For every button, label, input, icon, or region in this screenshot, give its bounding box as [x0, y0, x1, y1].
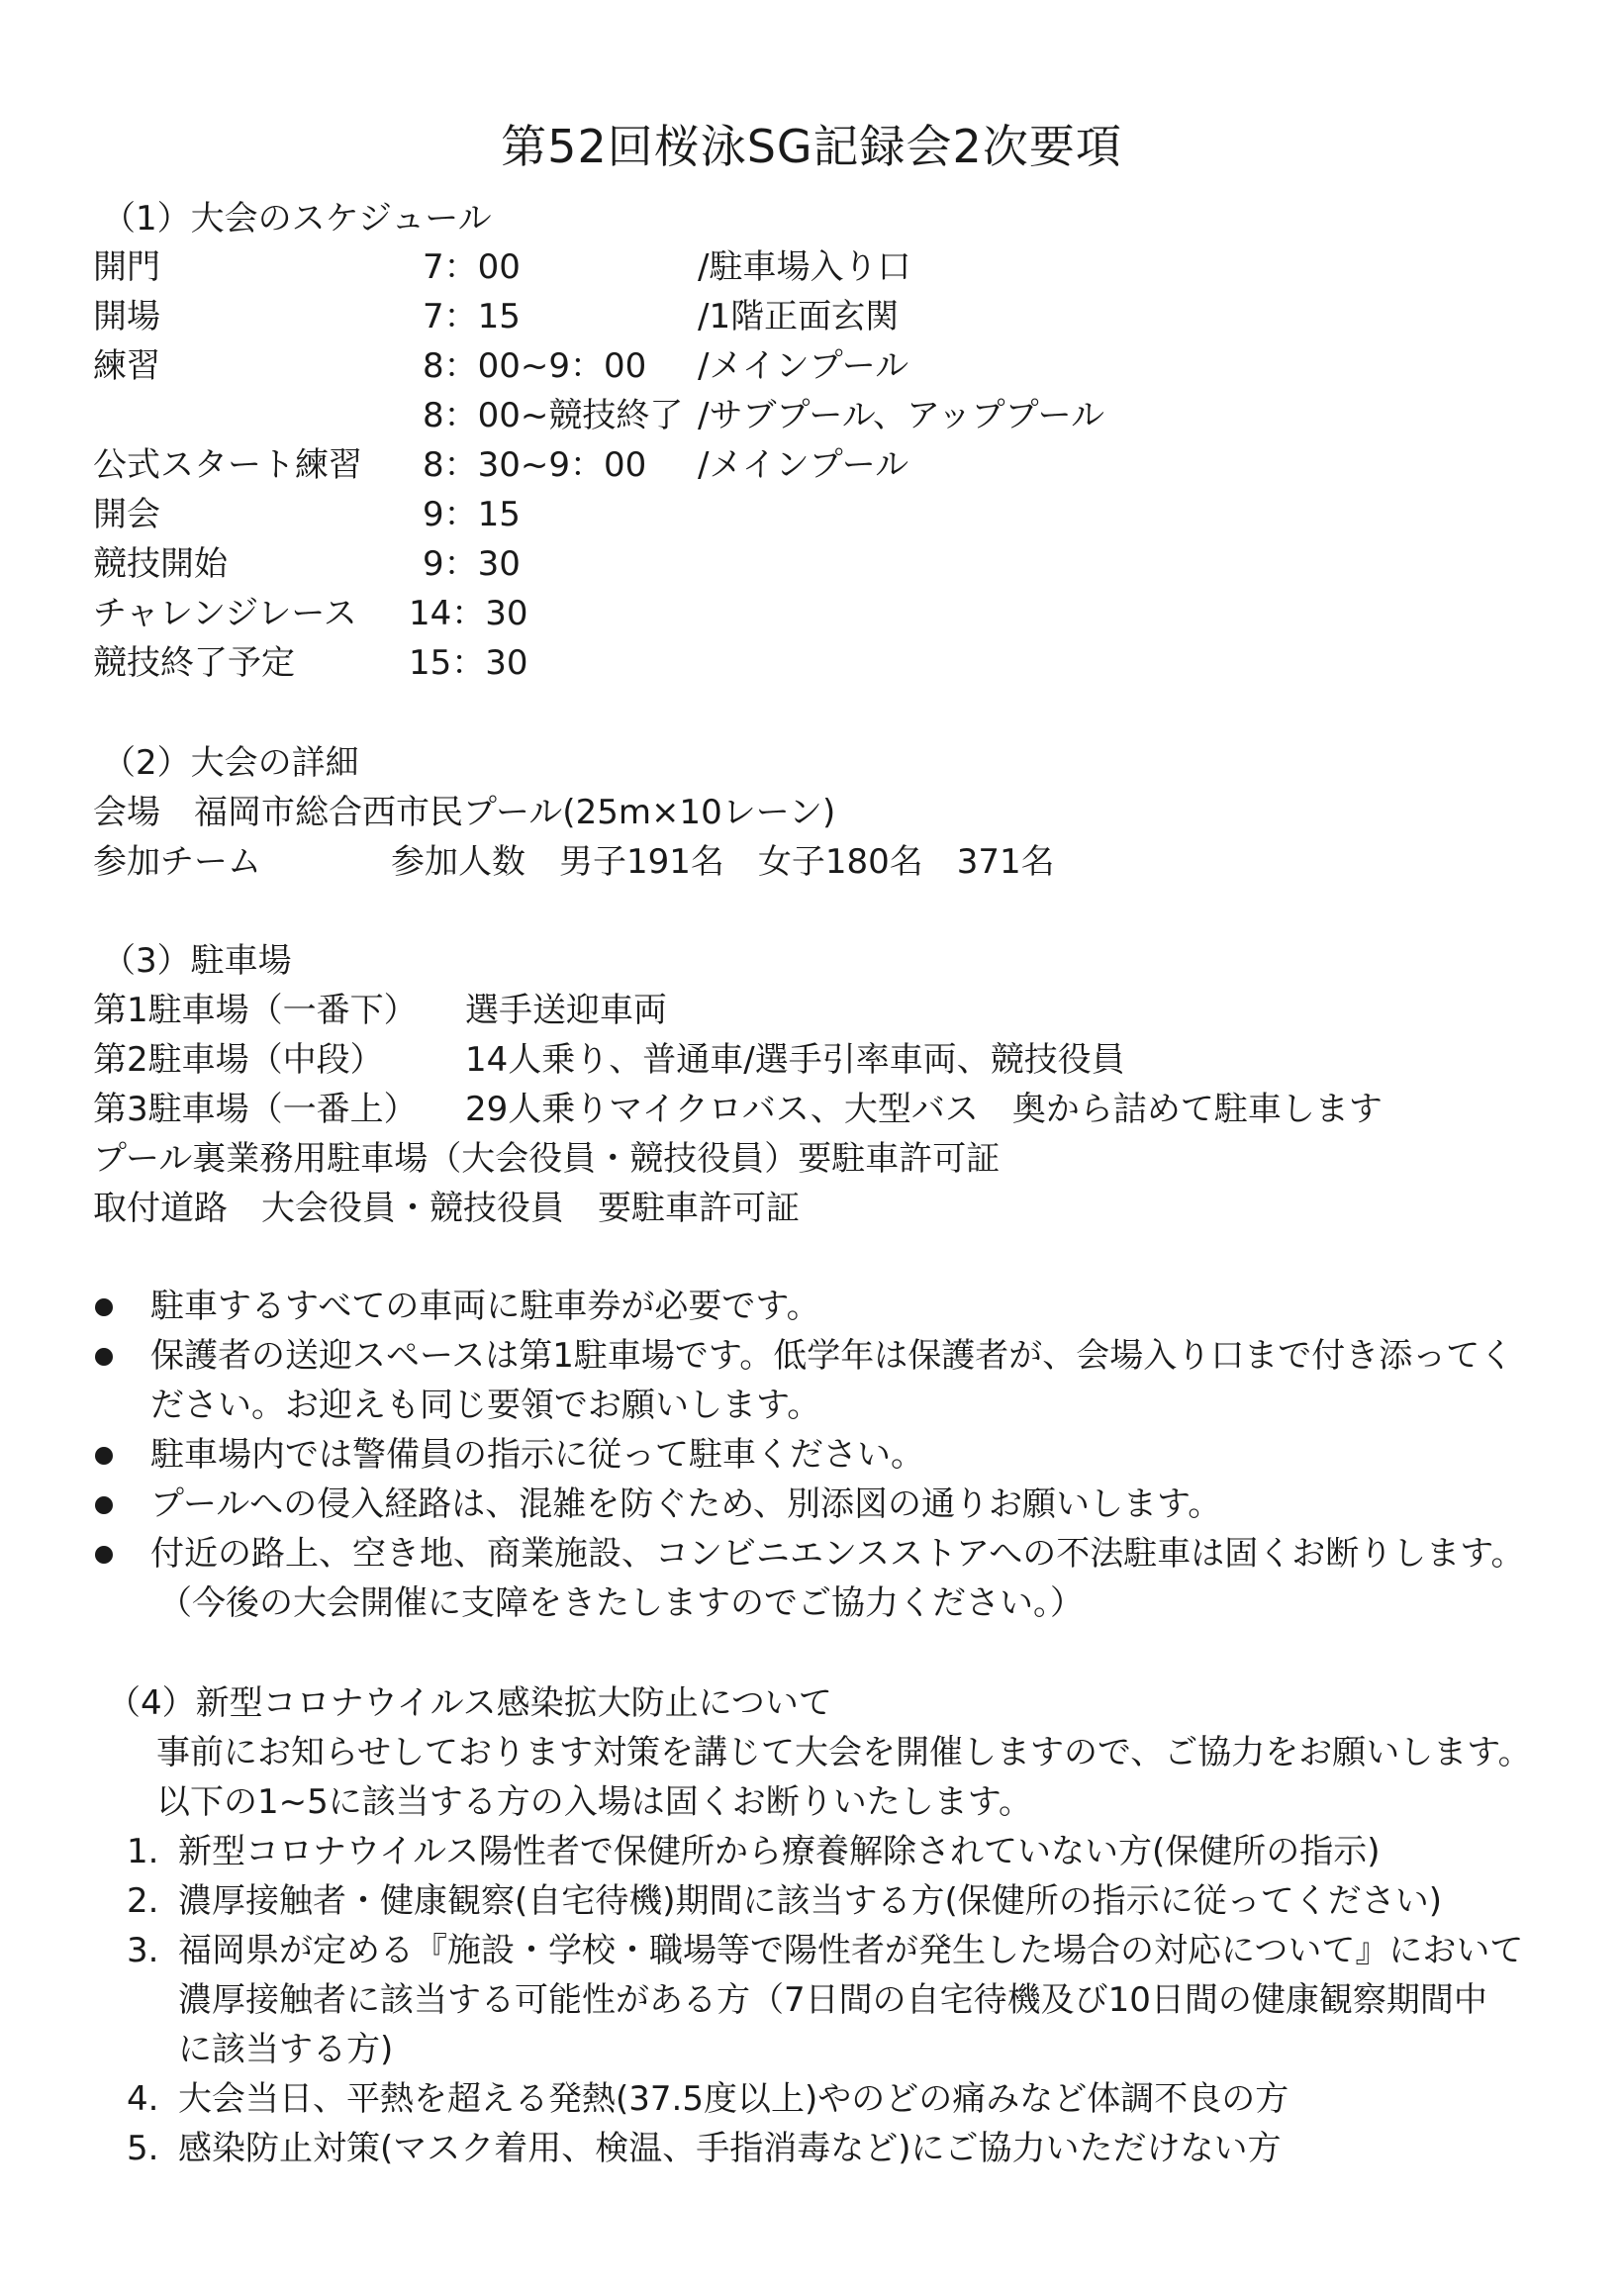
schedule-time: 8：00~9：00	[423, 346, 647, 386]
covid-item-number: 2.	[127, 1881, 159, 1921]
schedule-time: 7：00	[423, 247, 521, 287]
schedule-label: 開門	[93, 247, 160, 287]
schedule-label: 開会	[93, 495, 160, 534]
backyard-parking-line: プール裏業務用駐車場（大会役員・競技役員）要駐車許可証	[93, 1139, 1001, 1179]
bullet-icon	[95, 1496, 113, 1514]
covid-item-text: 新型コロナウイルス陽性者で保健所から療養解除されていない方(保健所の指示)	[178, 1832, 1381, 1871]
parking-lot-name: 第3駐車場（一番上）	[93, 1090, 418, 1129]
schedule-note: /メインプール	[698, 445, 909, 485]
parking-note: プールへの侵入経路は、混雑を防ぐため、別添図の通りお願いします。	[150, 1484, 1222, 1524]
section-3-heading: （3）駐車場	[102, 941, 292, 981]
schedule-label: 競技開始	[93, 544, 228, 584]
schedule-note: /駐車場入り口	[698, 247, 911, 287]
access-road-line: 取付道路 大会役員・競技役員 要駐車許可証	[93, 1189, 800, 1228]
bullet-icon	[95, 1298, 113, 1316]
document-title: 第52回桜泳SG記録会2次要項	[501, 120, 1122, 173]
participants-line: 参加人数 男子191名 女子180名 371名	[391, 842, 1055, 882]
bullet-icon	[95, 1546, 113, 1564]
parking-note: 付近の路上、空き地、商業施設、コンビニエンスストアへの不法駐車は固くお断りします。	[150, 1534, 1525, 1574]
parking-note: 保護者の送迎スペースは第1駐車場です。低学年は保護者が、会場入り口まで付き添ってく	[150, 1336, 1514, 1376]
parking-note: 駐車場内では警備員の指示に従って駐車ください。	[150, 1435, 924, 1475]
covid-item-text-continued: 濃厚接触者に該当する可能性がある方（7日間の自宅待機及び10日間の健康観察期間中	[178, 1980, 1487, 2020]
schedule-note: /サブプール、アッププール	[698, 396, 1104, 435]
section-2-heading: （2）大会の詳細	[102, 743, 359, 783]
covid-item-text-continued: に該当する方)	[178, 2030, 394, 2069]
schedule-label: 開場	[93, 297, 160, 336]
schedule-note: /1階正面玄関	[698, 297, 900, 336]
schedule-label: チャレンジレース	[93, 594, 357, 633]
covid-item-text: 濃厚接触者・健康観察(自宅待機)期間に該当する方(保健所の指示に従ってください)	[178, 1881, 1443, 1921]
covid-intro: 事前にお知らせしております対策を講じて大会を開催しますので、ご協力をお願いします。	[156, 1733, 1532, 1772]
covid-item-number: 5.	[127, 2129, 159, 2168]
parking-note-continued: ださい。お迎えも同じ要領でお願いします。	[150, 1386, 821, 1425]
covid-item-number: 3.	[127, 1931, 159, 1970]
section-1-heading: （1）大会のスケジュール	[102, 199, 492, 239]
schedule-label: 競技終了予定	[93, 643, 295, 683]
parking-lot-name: 第2駐車場（中段）	[93, 1040, 384, 1080]
bullet-icon	[95, 1348, 113, 1366]
schedule-time: 15：30	[409, 643, 528, 683]
parking-note: 駐車するすべての車両に駐車券が必要です。	[150, 1287, 820, 1326]
schedule-time: 8：00~競技終了	[423, 396, 684, 435]
schedule-time: 14：30	[409, 594, 528, 633]
parking-lot-use: 選手送迎車両	[465, 991, 667, 1030]
parking-note-continued: （今後の大会開催に支障をきたしますのでご協力ください。）	[158, 1583, 1084, 1623]
venue-line: 会場 福岡市総合西市民プール(25m×10レーン)	[93, 793, 836, 832]
schedule-time: 9：15	[423, 495, 521, 534]
covid-intro: 以下の1~5に該当する方の入場は固くお断りいたします。	[156, 1782, 1033, 1822]
covid-item-number: 1.	[127, 1832, 159, 1871]
parking-lot-use: 14人乗り、普通車/選手引率車両、競技役員	[465, 1040, 1125, 1080]
schedule-time: 9：30	[423, 544, 521, 584]
covid-item-text: 感染防止対策(マスク着用、検温、手指消毒など)にご協力いただけない方	[178, 2129, 1282, 2168]
covid-item-number: 4.	[127, 2079, 159, 2119]
schedule-label: 練習	[93, 346, 160, 386]
teams-label: 参加チーム	[93, 842, 261, 882]
schedule-label: 公式スタート練習	[93, 445, 362, 485]
section-4-heading: （4）新型コロナウイルス感染拡大防止について	[107, 1683, 832, 1723]
schedule-time: 8：30~9：00	[423, 445, 647, 485]
covid-item-text: 大会当日、平熱を超える発熱(37.5度以上)やのどの痛みなど体調不良の方	[178, 2079, 1289, 2119]
schedule-time: 7：15	[423, 297, 521, 336]
schedule-note: /メインプール	[698, 346, 909, 386]
parking-lot-name: 第1駐車場（一番下）	[93, 991, 418, 1030]
bullet-icon	[95, 1447, 113, 1465]
covid-item-text: 福岡県が定める『施設・学校・職場等で陽性者が発生した場合の対応について』において	[178, 1931, 1524, 1970]
parking-lot-use: 29人乗りマイクロバス、大型バス 奥から詰めて駐車します	[465, 1090, 1383, 1129]
